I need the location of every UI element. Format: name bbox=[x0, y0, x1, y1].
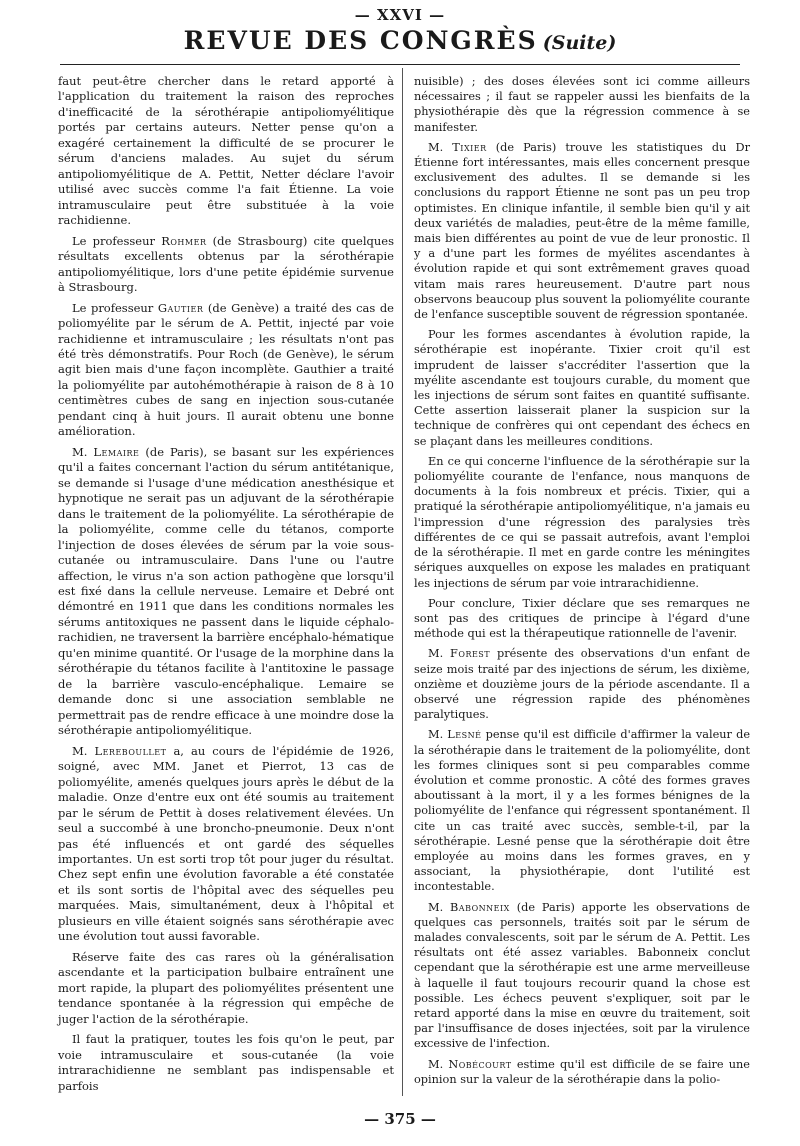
suite-label: (Suite) bbox=[542, 32, 617, 54]
author-name: Gautier bbox=[157, 300, 204, 315]
header-rule bbox=[60, 64, 740, 65]
paragraph: Pour conclure, Tixier déclare que ses remarques ne sont pas des critiques de principe à l'égard d'une méthode qui est la thérapeutique rationnelle de l'avenir. bbox=[414, 596, 750, 641]
journal-section-title: REVUE DES CONGRÈS bbox=[183, 26, 538, 55]
paragraph: M. Tixier (de Paris) trouve les statistiques du Dr Étienne fort intéressantes, mais elles concernent presque exclusivement des adultes. Il se demande si les conclusions du rapport Étienne ne sont pas un peu trop optimistes. En clinique infantile, il semble bien qu'il y ait deux variétés de maladies, peut-être de la même famille, mais bien différentes au point de vue de leur pronostic. Il y a d'une part les formes de myélites ascendantes à évolution rapide et qui sont extrêmement graves quoad vitam mais rares heureusement. D'autre part nous observons beaucoup plus souvent la poliomyélite courante de l'enfance susceptible souvent de régression spontanée. bbox=[414, 140, 750, 322]
paragraph: M. Lereboullet a, au cours de l'épidémie de 1926, soigné, avec MM. Janet et Pierrot, 13 cas de poliomyélite, amenés quelques jours après le début de la maladie. Onze d'entre eux ont été soumis au traitement par le sérum de Pettit à doses relativement élevées. Un seul a succombé à une broncho-pneumonie. Deux n'ont pas été influencés et ont gardé des séquelles importantes. Un est sorti trop tôt pour juger du résultat. Chez sept enfin une évolution favorable a été constatée et ils sont sortis de l'hôpital avec des séquelles peu marquées. Mais, simultanément, deux à l'hôpital et plusieurs en ville étaient soignés sans sérothérapie avec une évolution tout aussi favorable. bbox=[58, 743, 394, 944]
paragraph: M. Nobécourt estime qu'il est difficile de se faire une opinion sur la valeur de la sérothérapie dans la polio- bbox=[414, 1057, 750, 1086]
paragraph: Pour les formes ascendantes à évolution rapide, la sérothérapie est inopérante. Tixier croit qu'il est imprudent de laisser s'accréditer l'assertion que la myélite ascendante est toujours curable, du moment que les injections de sérum sont faites en quantité suffisante. Cette assertion laisserait planer la suspicion sur la technique de confrères qui ont cependant des échecs en se plaçant dans les meilleures conditions. bbox=[414, 328, 750, 448]
author-name: Nobécourt bbox=[448, 1057, 512, 1071]
author-name: Forest bbox=[450, 647, 491, 661]
paragraph: M. Forest présente des observations d'un enfant de seize mois traité par des injections de sérum, les dixième, onzième et douzième jours de la période ascendante. Il a observé une régression rapide des phénomènes paralytiques. bbox=[414, 647, 750, 722]
paragraph: Le professeur Rohmer (de Strasbourg) cite quelques résultats excellents obtenus par la sérothérapie antipoliomyélitique, lors d'une petite épidémie survenue à Strasbourg. bbox=[58, 233, 394, 295]
paragraph: M. Lemaire (de Paris), se basant sur les expériences qu'il a faites concernant l'action du sérum antitétanique, se demande si l'usage d'une médication anesthésique et hypnotique ne serait pas un adjuvant de la sérothérapie dans le traitement de la poliomyélite. La sérothérapie de la poliomyélite, comme celle du tétanos, comporte l'injection de doses élevées de sérum par la voie sous-cutanée ou intramusculaire. Dans l'une ou l'autre affection, le virus n'a son action pathogène que lorsqu'il est fixé dans la cellule nerveuse. Lemaire et Debré ont démontré en 1911 que dans les conditions normales les sérums antitoxiques ne passent dans le liquide céphalo-rachidien, ne traversent la barrière encéphalo-hématique qu'en minime quantité. Or l'usage de la morphine dans la sérothérapie du tétanos facilite à l'antitoxine le passage de la barrière vasculo-encéphalique. Lemaire se demande donc si une association semblable ne permettrait pas de rendre efficace à une moindre dose la sérothérapie antipoliomyélitique. bbox=[58, 444, 394, 738]
author-name: Babonneix bbox=[450, 900, 510, 914]
paragraph: faut peut-être chercher dans le retard apporté à l'application du traitement la raison des reproches d'inefficacité de la sérothérapie antipoliomyélitique portés par certains auteurs. Netter pense qu'on a exagéré certainement la difficulté de se procurer le sérum d'anciens malades. Au sujet du sérum antipoliomyélitique de A. Pettit, Netter déclare l'avoir utilisé avec succès comme l'a fait Étienne. La voie intramusculaire peut être substituée à la voie rachidienne. bbox=[58, 74, 394, 228]
author-name: Rohmer bbox=[161, 233, 207, 248]
column-divider bbox=[402, 68, 403, 1096]
paragraph: Il faut la pratiquer, toutes les fois qu'on le peut, par voie intramusculaire et sous-cutanée (la voie intrarachidienne ne semblant pas indispensable et parfois bbox=[58, 1032, 394, 1093]
page-header bbox=[0, 26, 800, 55]
author-name: Lereboullet bbox=[94, 743, 167, 758]
left-column bbox=[58, 74, 394, 1099]
paragraph: M. Lesné pense qu'il est difficile d'affirmer la valeur de la sérothérapie dans le traitement de la poliomyélite, dont les formes cliniques sont si peu comparables comme évolution et comme pronostic. A côté des formes graves aboutissant à la mort, il y a les formes bénignes de la poliomyélite de l'enfance qui régressent spontanément. Il cite un cas traité avec succès, semble-t-il, par la sérothérapie. Lesné pense que la sérothérapie doit être employée au moins dans les formes graves, en y associant, la physiothérapie, dont l'utilité est incontestable. bbox=[414, 728, 750, 894]
paragraph: Le professeur Gautier (de Genève) a traité des cas de poliomyélite par le sérum de A. Pettit, injecté par voie rachidienne et intramusculaire ; les résultats n'ont pas été très démonstratifs. Pour Roch (de Genève), le sérum agit bien mais d'une façon incomplète. Gauthier a traité la poliomyélite par autohémothérapie à raison de 8 à 10 centimètres cubes de sang en injection sous-cutanée pendant cinq à huit jours. Il aurait obtenu une bonne amélioration. bbox=[58, 300, 394, 439]
author-name: Tixier bbox=[452, 140, 487, 154]
page-number: — 375 — bbox=[364, 1110, 436, 1128]
author-name: Lesné bbox=[447, 728, 482, 742]
paragraph: Réserve faite des cas rares où la généralisation ascendante et la participation bulbaire entraînent une mort rapide, la plupart des poliomyélites présentent une tendance spontanée à la régression qui empêche de juger l'action de la sérothérapie. bbox=[58, 949, 394, 1026]
paragraph: nuisible) ; des doses élevées sont ici comme ailleurs nécessaires ; il faut se rappeler aussi les bienfaits de la physiothérapie dès que la régression commence à se manifester. bbox=[414, 75, 750, 134]
roman-page-number: — XXVI — bbox=[354, 6, 446, 24]
author-name: Lemaire bbox=[93, 444, 140, 459]
right-column bbox=[414, 74, 750, 1092]
paragraph: En ce qui concerne l'influence de la sérothérapie sur la poliomyélite courante de l'enfance, nous manquons de documents à la fois nombreux et précis. Tixier, qui a pratiqué la sérothérapie antipoliomyélitique, n'a jamais eu l'impression d'une régression des paralysies très différentes de ce qui se passait autrefois, avant l'emploi de la sérothérapie. Il met en garde contre les méningites sériques auxquelles on expose les malades en pratiquant les injections de sérum par voie intrarachidienne. bbox=[414, 454, 750, 590]
paragraph: M. Babonneix (de Paris) apporte les observations de quelques cas personnels, traités soit par le sérum de malades convalescents, soit par le sérum de A. Pettit. Les résultats ont été assez variables. Babonneix conclut cependant que la sérothérapie est une arme merveilleuse à laquelle il faut toujours recourir quand la chose est possible. Les échecs peuvent s'expliquer, soit par le retard apporté dans la mise en œuvre du traitement, soit par l'insuffisance de doses injectées, soit par la virulence excessive de l'infection. bbox=[414, 900, 750, 1051]
